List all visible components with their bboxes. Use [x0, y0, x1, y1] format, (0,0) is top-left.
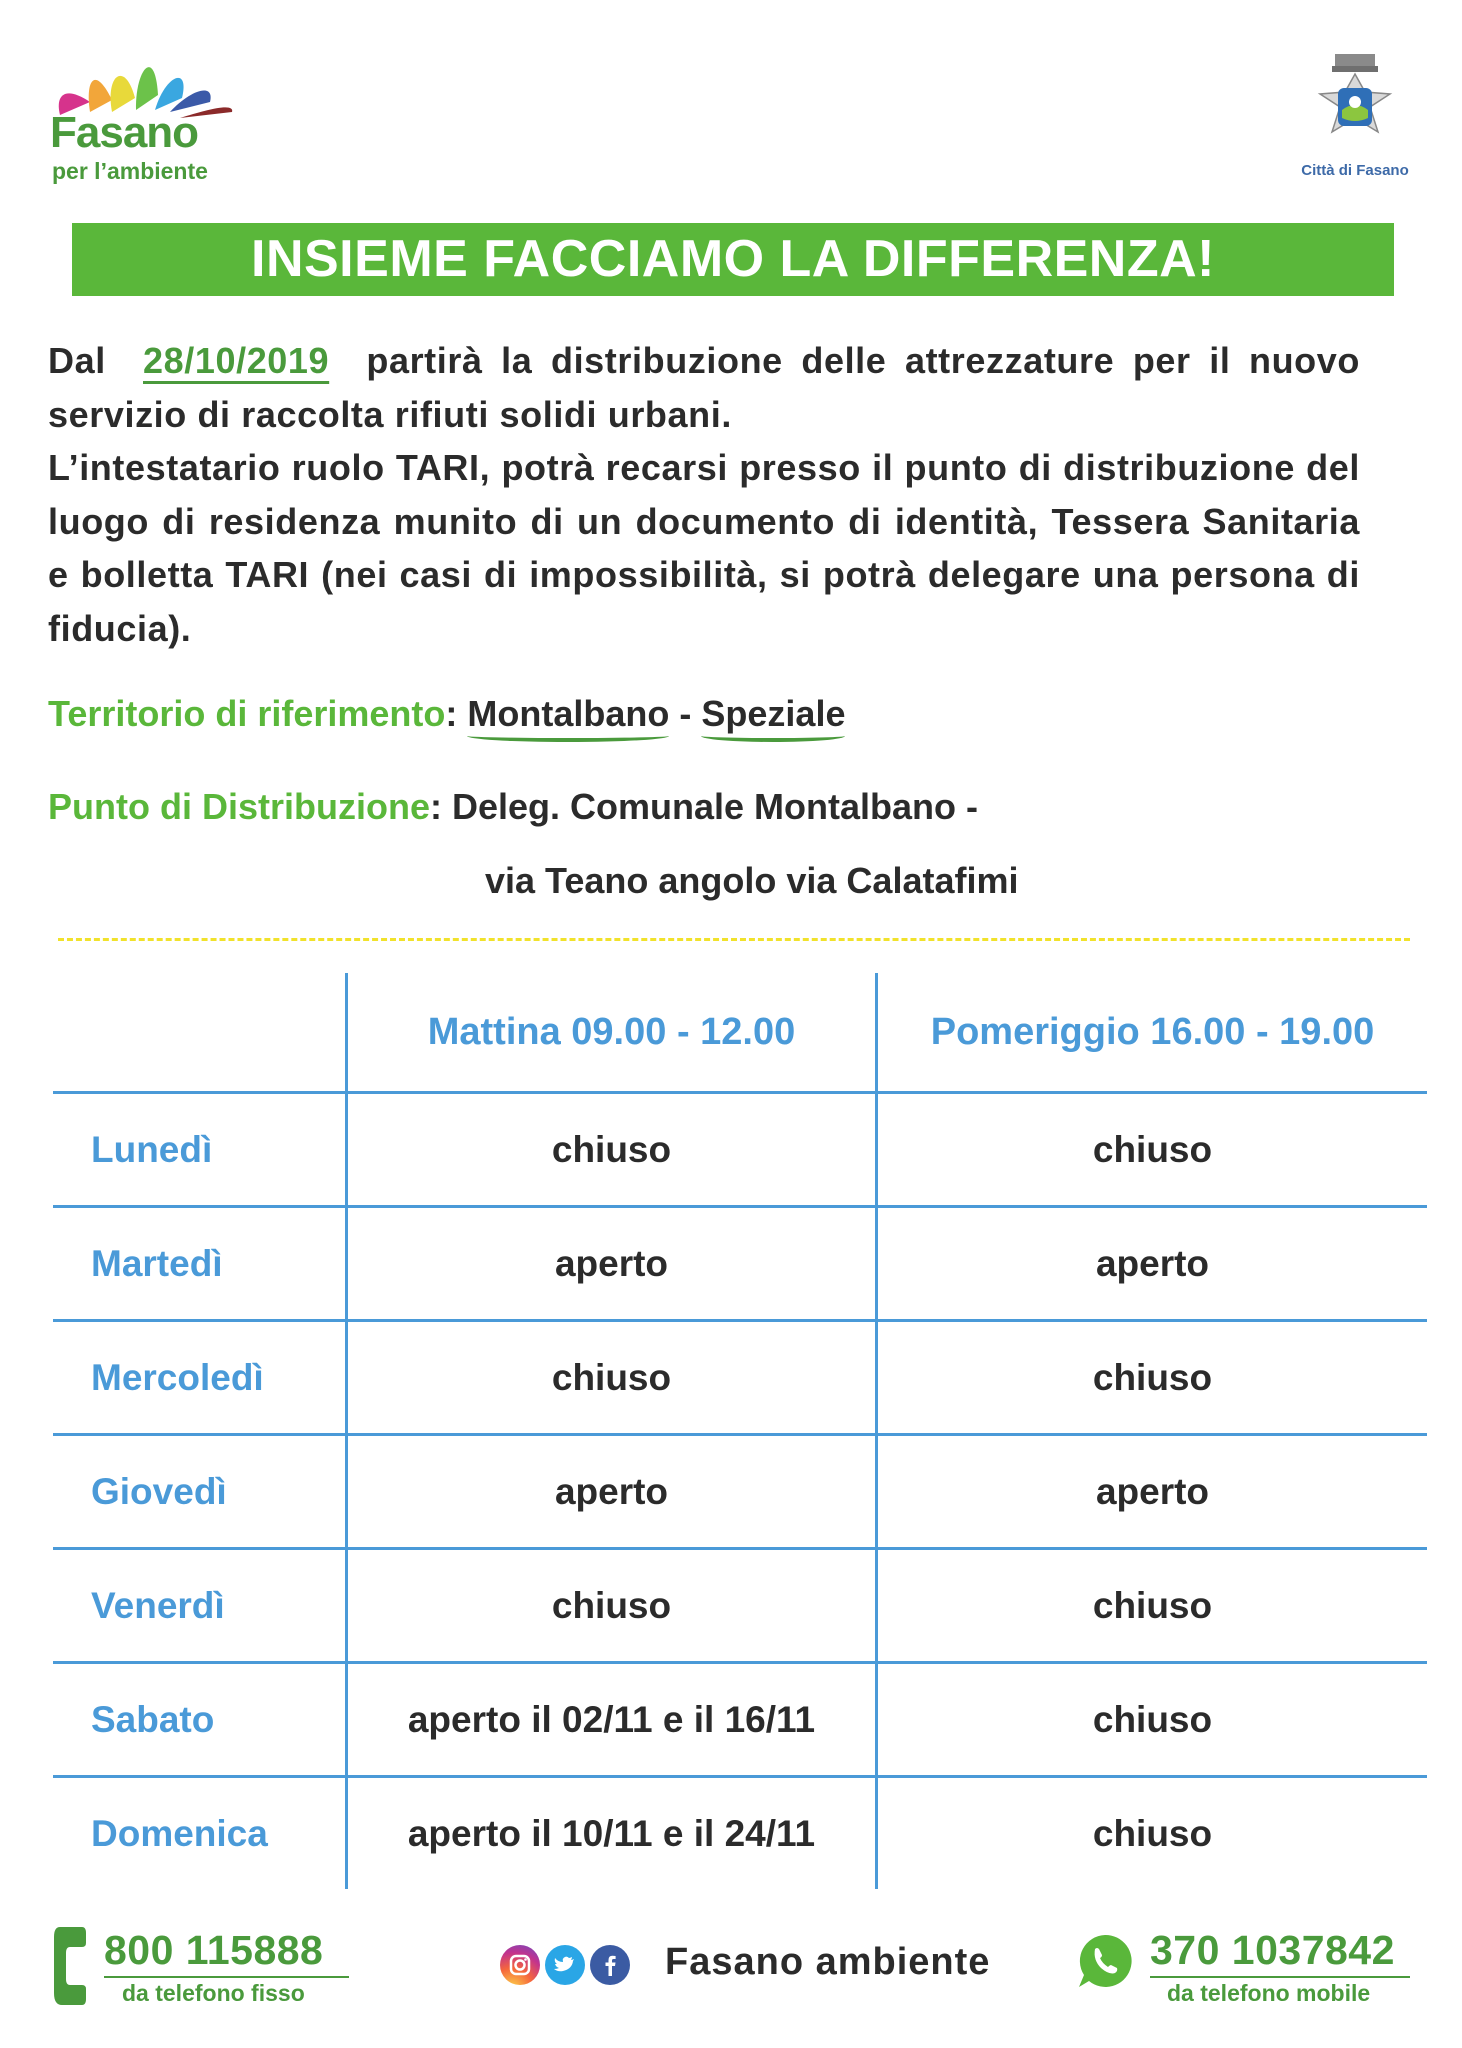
morning-cell: aperto il 02/11 e il 16/11	[347, 1663, 877, 1777]
afternoon-cell: chiuso	[877, 1777, 1428, 1890]
territorio-separator: -	[679, 693, 692, 734]
morning-cell: aperto il 10/11 e il 24/11	[347, 1777, 877, 1890]
morning-cell: aperto	[347, 1435, 877, 1549]
whatsapp-icon	[1075, 1931, 1135, 1993]
mobile-number[interactable]: 370 1037842	[1150, 1927, 1395, 1973]
day-cell: Mercoledì	[53, 1321, 347, 1435]
instagram-icon[interactable]	[500, 1945, 540, 1985]
morning-cell: chiuso	[347, 1321, 877, 1435]
morning-cell: aperto	[347, 1207, 877, 1321]
day-cell: Martedì	[53, 1207, 347, 1321]
intro-body: L’intestatario ruolo TARI, potrà recarsi presso il punto di distribuzione del luogo di residenza munito di un documento di identità, Tessera Sanitaria e bolletta TARI (nei casi di impossibilità, si potrà delegare una persona di fiducia).	[48, 447, 1360, 649]
day-cell: Domenica	[91, 1812, 268, 1854]
table-row	[53, 1777, 1427, 1890]
facebook-icon[interactable]	[590, 1945, 630, 1985]
citta-di-fasano-crest	[1290, 52, 1420, 182]
social-account-name[interactable]: Fasano ambiente	[665, 1941, 991, 1983]
territorio-place-1: Montalbano	[467, 693, 669, 742]
header-morning: Mattina 09.00 - 12.00	[347, 973, 877, 1093]
header-afternoon: Pomeriggio 16.00 - 19.00	[877, 973, 1428, 1093]
mobile-rule	[1150, 1976, 1410, 1978]
twitter-icon[interactable]	[545, 1945, 585, 1985]
day-cell: Giovedì	[53, 1435, 347, 1549]
punto-label: Punto di Distribuzione	[48, 786, 430, 827]
intro-paragraph	[48, 334, 1360, 655]
table-row	[53, 1321, 1427, 1435]
landline-number[interactable]: 800 115888	[104, 1927, 324, 1973]
schedule-header-row	[53, 973, 1427, 1093]
territorio-place-2: Speziale	[701, 693, 845, 742]
territorio-line: Territorio di riferimento: Montalbano - Speziale	[48, 693, 845, 735]
header-day-column	[53, 973, 347, 1093]
landline-rule	[104, 1976, 349, 1978]
intro-after-date: partirà la distribuzione delle attrezzature per il nuovo servizio di raccolta rifiuti solidi urbani.	[48, 340, 1360, 435]
punto-line: Punto di Distribuzione: Deleg. Comunale Montalbano -	[48, 786, 979, 827]
punto-address-2: via Teano angolo via Calatafimi	[485, 860, 1019, 901]
day-cell: Sabato	[53, 1663, 347, 1777]
territorio-label: Territorio di riferimento	[48, 693, 446, 734]
dashed-divider	[58, 938, 1410, 941]
landline-contact	[52, 1925, 352, 2005]
afternoon-cell: chiuso	[877, 1663, 1428, 1777]
intro-first-sentence	[48, 334, 1360, 441]
table-row	[53, 1663, 1427, 1777]
afternoon-cell: aperto	[877, 1435, 1428, 1549]
schedule-table	[53, 973, 1415, 1889]
afternoon-cell: chiuso	[877, 1321, 1428, 1435]
table-row	[53, 1093, 1427, 1207]
table-row	[53, 1549, 1427, 1663]
mobile-label: da telefono mobile	[1167, 1980, 1371, 2006]
logo-tagline: per l’ambiente	[52, 158, 208, 184]
crest-caption: Città di Fasano	[1301, 162, 1409, 179]
day-cell: Lunedì	[53, 1093, 347, 1207]
afternoon-cell: chiuso	[877, 1093, 1428, 1207]
fasano-ambiente-logo	[50, 40, 240, 190]
start-date: 28/10/2019	[143, 340, 330, 381]
table-row	[53, 1435, 1427, 1549]
crest-icon	[1310, 52, 1400, 162]
afternoon-cell: chiuso	[877, 1549, 1428, 1663]
table-row	[53, 1207, 1427, 1321]
morning-cell: chiuso	[347, 1549, 877, 1663]
mobile-contact	[1075, 1925, 1415, 2005]
title-banner: INSIEME FACCIAMO LA DIFFERENZA!	[72, 223, 1394, 296]
intro-before-date: Dal	[48, 340, 106, 381]
logo-word: Fasano	[50, 108, 199, 157]
morning-cell: chiuso	[347, 1093, 877, 1207]
day-cell: Venerdì	[53, 1549, 347, 1663]
phone-icon	[52, 1923, 92, 2009]
landline-label: da telefono fisso	[122, 1980, 305, 2006]
afternoon-cell: aperto	[877, 1207, 1428, 1321]
punto-address-1: Deleg. Comunale Montalbano -	[451, 786, 979, 827]
